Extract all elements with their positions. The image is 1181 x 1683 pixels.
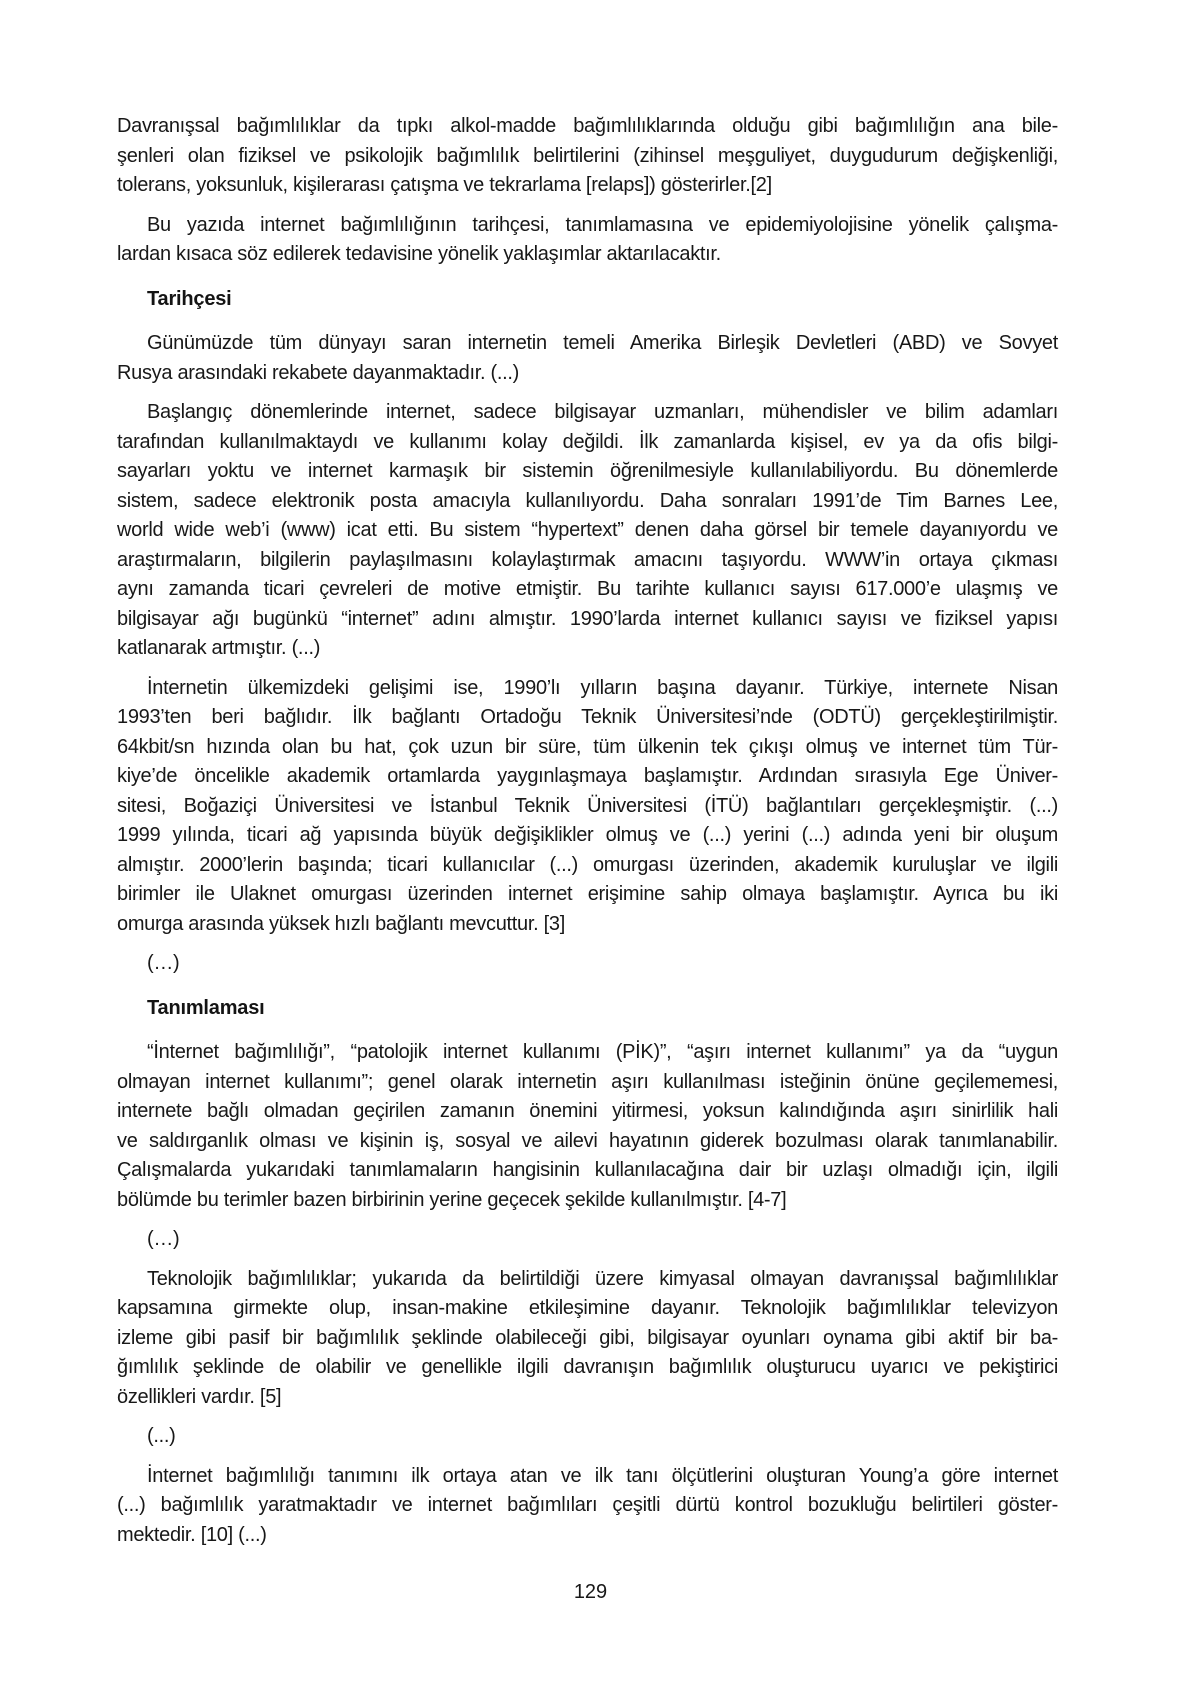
page-content [117,112,1058,1560]
paragraph [117,674,1058,940]
text-line: kapsamına girmekte olup, insan-makine etkileşimine dayanır. Teknolojik bağımlılıklar televizyon [117,1297,1058,1319]
text-line: Teknolojik bağımlılıklar; yukarıda da belirtildiği üzere kimyasal olmayan davranışsal bağımlılıklar [147,1267,1058,1290]
text-line: sayarları yoktu ve internet karmaşık bir sistemin öğrenilmesiyle kullanılabiliyordu. Bu dönemlerde [117,460,1058,482]
text-line: katlanarak artmıştır. (...) [117,637,321,659]
text-line: mektedir. [10] (...) [117,1523,267,1546]
text-line: almıştır. 2000’lerin başında; ticari kullanıcılar (...) omurgası üzerinden, akademik kuruluşlar ve ilgili [117,853,1058,876]
text-line: izleme gibi pasif bir bağımlılık şeklinde olabileceği gibi, bilgisayar oyunları oynama gibi aktif bir ba- [117,1326,1058,1349]
text-line: olmayan internet kullanımı”; genel olarak internetin aşırı kullanılması isteğinin önüne geçilememesi, [117,1070,1058,1093]
text-line: Bu yazıda internet bağımlılığının tarihçesi, tanımlamasına ve epidemiyolojisine yönelik çalışma- [147,213,1058,236]
text-line: Davranışsal bağımlılıklar da tıpkı alkol-madde bağımlılıklarında olduğu gibi bağımlılığın ana bile- [117,115,1058,137]
ellipsis-paragraph [117,1422,1058,1452]
text-line: Rusya arasındaki rekabete dayanmaktadır. (...) [117,361,519,384]
text-line: 64kbit/sn hızında olan bu hat, çok uzun bir süre, tüm ülkenin tek çıkışı olmuş ve internet tüm Tür- [117,735,1058,758]
paragraph [117,1265,1058,1413]
text-line: birimler ile Ulaknet omurgası üzerinden internet erişimine sahip olmaya başlamıştır. Ayrıca bu iki [117,883,1058,905]
ellipsis-paragraph [117,949,1058,979]
text-line: bilgisayar ağı bugünkü “internet” adını almıştır. 1990’larda internet kullanıcı sayısı ve fiziksel yapısı [117,607,1058,630]
paragraph [117,1038,1058,1215]
ellipsis-paragraph [117,1225,1058,1255]
text-line: İnternet bağımlılığı tanımını ilk ortaya atan ve ilk tanı ölçütlerini oluşturan Young’a göre internet [147,1464,1058,1487]
section-heading: Tarihçesi [147,287,232,310]
paragraph [117,398,1058,664]
text-line: aynı zamanda ticari çevreleri de motive etmiştir. Bu tarihte kullanıcı sayısı 617.000’e ulaşmış ve [117,578,1058,600]
text-line: 1999 yılında, ticari ağ yapısında büyük değişiklikler olmuş ve (...) yerini (...) adında yeni bir oluşum [117,824,1058,846]
text-line: sitesi, Boğaziçi Üniversitesi ve İstanbul Teknik Üniversitesi (İTÜ) bağlantıları gerçekleşmiştir. (...) [117,794,1058,817]
section-heading: Tanımlaması [147,996,265,1019]
text-line: 1993’ten beri bağlıdır. İlk bağlantı Ortadoğu Teknik Üniversitesi’nde (ODTÜ) gerçekleştirilmiştir. [117,706,1058,728]
text-line: kiye’de öncelikle akademik ortamlarda yaygınlaşmaya başlamıştır. Ardından sırasıyla Ege Üniver- [117,765,1058,787]
ellipsis-marker: (...) [147,1425,176,1447]
text-line: İnternetin ülkemizdeki gelişimi ise, 1990’lı yılların başına dayanır. Türkiye, internete Nisan [147,676,1058,699]
text-line: tarafından kullanılmaktaydı ve kullanımı kolay değildi. İlk zamanlarda kişisel, ev ya da ofis bilgi- [117,430,1058,453]
ellipsis-marker: (…) [147,1228,180,1250]
ellipsis-marker: (…) [147,952,180,974]
paragraph [117,329,1058,388]
paragraph [117,1462,1058,1551]
text-line: özellikleri vardır. [5] [117,1385,282,1408]
text-line: Günümüzde tüm dünyayı saran internetin temeli Amerika Birleşik Devletleri (ABD) ve Sovyet [147,332,1058,354]
text-line: araştırmaların, bilgilerin paylaşılmasını kolaylaştırmak amacını taşıyordu. WWW’in ortaya çıkması [117,548,1058,571]
text-line: tolerans, yoksunluk, kişilerarası çatışma ve tekrarlama [relaps]) gösterirler.[2] [117,174,772,196]
text-line: ğımlılık şeklinde de olabilir ve genellikle ilgili davranışın bağımlılık oluşturucu uyarıcı ve pekiştirici [117,1356,1058,1378]
text-line: internete bağlı olmadan geçirilen zamanın önemini yitirmesi, yoksun kalındığında aşırı sinirlilik hali [117,1100,1058,1122]
text-line: (...) bağımlılık yaratmaktadır ve internet bağımlıları çeşitli dürtü kontrol bozukluğu belirtileri göster- [117,1494,1058,1516]
text-line: Çalışmalarda yukarıdaki tanımlamaların hangisinin kullanılacağına dair bir uzlaşı olmadığı için, ilgili [117,1159,1058,1181]
text-line: omurga arasında yüksek hızlı bağlantı mevcuttur. [3] [117,912,565,935]
text-line: şenleri olan fiziksel ve psikolojik bağımlılık belirtilerini (zihinsel meşguliyet, duygudurum değişkenliği, [117,144,1058,167]
paragraph [117,112,1058,201]
text-line: lardan kısaca söz edilerek tedavisine yönelik yaklaşımlar aktarılacaktır. [117,243,721,265]
text-line: “İnternet bağımlılığı”, “patolojik internet kullanımı (PİK)”, “aşırı internet kullanımı” ya da “uygun [147,1041,1058,1063]
text-line: ve saldırganlık olması ve kişinin iş, sosyal ve ailevi hayatının giderek bozulması olarak tanımlanabilir. [117,1129,1058,1152]
page-footer [0,1578,1181,1608]
paragraph [117,211,1058,270]
text-line: Başlangıç dönemlerinde internet, sadece bilgisayar uzmanları, mühendisler ve bilim adamları [147,401,1058,423]
text-line: bölümde bu terimler bazen birbirinin yerine geçecek şekilde kullanılmıştır. [4-7] [117,1188,787,1211]
page-number: 129 [573,1581,608,1603]
text-line: sistem, sadece elektronik posta amacıyla kullanılıyordu. Daha sonraları 1991’de Tim Barnes Lee, [117,489,1058,512]
text-line: world wide web’i (www) icat etti. Bu sistem “hypertext” denen daha görsel bir temele dayanıyordu ve [117,519,1058,541]
